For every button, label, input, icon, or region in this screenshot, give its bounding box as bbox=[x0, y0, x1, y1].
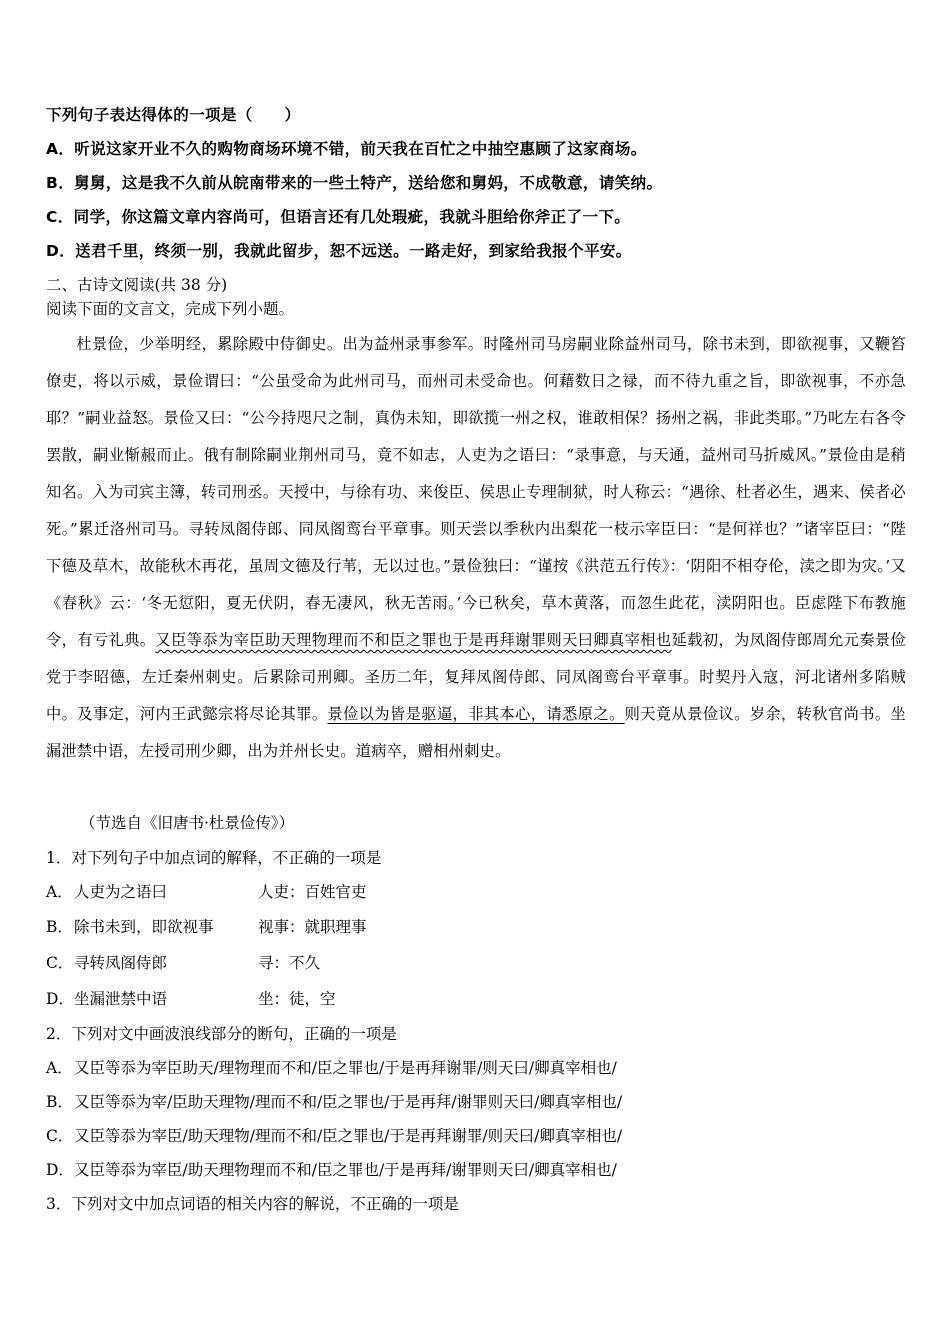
option-d: D．送君千里，终须一别，我就此留步，恕不远送。一路走好，到家给我报个平安。 bbox=[46, 242, 632, 260]
option-text: 又臣等忝为宰臣/助天理物/理而不和/臣之罪也/于是再拜谢罪/则天曰/卿真宰相也/ bbox=[74, 1127, 623, 1145]
option-label: A． bbox=[46, 883, 73, 901]
option-label: C． bbox=[46, 954, 74, 972]
option-label: A． bbox=[46, 1059, 73, 1077]
q1-option-b bbox=[46, 915, 367, 937]
q1-option-a bbox=[46, 880, 367, 902]
q2-option-c bbox=[46, 1124, 622, 1146]
option-sentence: 寻转凤阁侍郎 bbox=[74, 954, 168, 972]
passage-text: 延载初，为凤阁侍郎周允元奏景俭党于李昭德，左迁秦州刺史。后累除司刑卿。圣历二年，复拜凤阁侍郎、同凤阁鸾台平章事。时契丹入寇，河北诸州多陷贼中。及事定，河内王武懿宗将尽论其罪。 bbox=[46, 631, 907, 723]
option-c: C．同学，你这篇文章内容尚可，但语言还有几处瑕疵，我就斗胆给你斧正了一下。 bbox=[46, 208, 631, 226]
passage-text: 杜景俭，少举明经，累除殿中侍御史。出为益州录事参军。时隆州司马房嗣业除益州司马，除书未到，即欲视事，又鞭笞僚吏，将以示威，景俭谓曰：“公虽受命为此州司马，而州司未受命也。何藉数日之禄，而不待九重之旨，即欲视事，不亦急耶？”嗣业益怒。景俭又曰：“公今持咫尺之制，真伪未知，即欲揽一州之权，谁敢相保？扬州之祸，非此类耶。”乃叱左右各令罢散，嗣业惭赧而止。俄有制除嗣业荆州司马，竟不如志，人吏为之语曰：“录事意，与天通，益州司马折威风。”景俭由是稍知名。入为司宾主簿，转司刑丞。天授中，与徐有功、来俊臣、侯思止专理制狱，时人称云：“遇徐、杜者必生，遇来、侯者必死。”累迁洛州司马。寻转凤阁侍郎、同凤阁鸾台平章事。则天尝以季秋内出梨花一枝示宰臣曰：“是何祥也？”诸宰臣曰：“陛下德及草木，故能秋木再花，虽周文德及行苇，无以过也。”景俭独曰：“谨按《洪范五行传》：‘阴阳不相夺伦，渎之即为灾。’又《春秋》云：‘冬无愆阳，夏无伏阴，春无凄风，秋无苦雨。’今已秋矣，草木黄落，而忽生此花，渎阴阳也。臣虑陛下布教施令，有亏礼典。 bbox=[46, 335, 906, 649]
option-text: 又臣等忝为宰臣助天/理物理而不和/臣之罪也/于是再拜谢罪/则天曰/卿真宰相也/ bbox=[74, 1059, 617, 1077]
option-sentence: 坐漏泄禁中语 bbox=[74, 990, 168, 1008]
option-label: D． bbox=[46, 990, 74, 1008]
q1-option-c bbox=[46, 951, 320, 973]
q2-stem: 2．下列对文中画波浪线部分的断句，正确的一项是 bbox=[46, 1025, 397, 1043]
option-sentence: 除书未到，即欲视事 bbox=[74, 918, 214, 936]
option-sentence: 人吏为之语曰 bbox=[74, 883, 168, 901]
option-a: A．听说这家开业不久的购物商场环境不错，前天我在百忙之中抽空惠顾了这家商场。 bbox=[46, 140, 647, 158]
option-text: 又臣等忝为宰/臣助天理物/理而不和/臣之罪也/于是再拜/谢罪则天曰/卿真宰相也/ bbox=[74, 1093, 623, 1111]
question-stem: 下列句子表达得体的一项是（ ） bbox=[46, 106, 301, 124]
q2-option-b bbox=[46, 1090, 622, 1112]
option-label: B． bbox=[46, 1093, 73, 1111]
option-gloss: 寻：不久 bbox=[258, 954, 321, 972]
option-label: B． bbox=[46, 918, 73, 936]
classical-passage bbox=[46, 326, 906, 770]
q2-option-a bbox=[46, 1056, 617, 1078]
option-label: C． bbox=[46, 1127, 74, 1145]
option-gloss: 坐：徒，空 bbox=[258, 990, 336, 1008]
passage-source: （节选自《旧唐书·杜景俭传》） bbox=[80, 814, 295, 832]
section-instruction: 阅读下面的文言文，完成下列小题。 bbox=[46, 300, 295, 318]
wavy-underlined-sentence: 又臣等忝为宰臣助天理物理而不和臣之罪也于是再拜谢罪则天曰卿真宰相也 bbox=[155, 631, 672, 649]
q2-option-d bbox=[46, 1158, 617, 1180]
q3-stem: 3．下列对文中加点词语的相关内容的解说，不正确的一项是 bbox=[46, 1195, 459, 1213]
q1-stem: 1．对下列句子中加点词的解释，不正确的一项是 bbox=[46, 849, 382, 867]
q1-option-d bbox=[46, 987, 336, 1009]
option-b: B．舅舅，这是我不久前从皖南带来的一些土特产，送给您和舅妈，不成敬意，请笑纳。 bbox=[46, 174, 663, 192]
option-gloss: 视事：就职理事 bbox=[258, 918, 367, 936]
passage-text: 则天竟从景俭议。岁余，转秋官尚书。坐漏泄禁中语，左授司刑少卿，出为并州长史。道病卒，赠相州刺史。 bbox=[46, 705, 906, 760]
option-gloss: 人吏：百姓官吏 bbox=[258, 883, 367, 901]
underlined-sentence: 景俭以为皆是驱逼，非其本心，请悉原之。 bbox=[327, 705, 625, 723]
option-text: 又臣等忝为宰臣/助天理物理而不和/臣之罪也/于是再拜/谢罪则天曰/卿真宰相也/ bbox=[74, 1161, 617, 1179]
option-label: D． bbox=[46, 1161, 74, 1179]
section-heading: 二、古诗文阅读(共 38 分) bbox=[46, 276, 228, 294]
